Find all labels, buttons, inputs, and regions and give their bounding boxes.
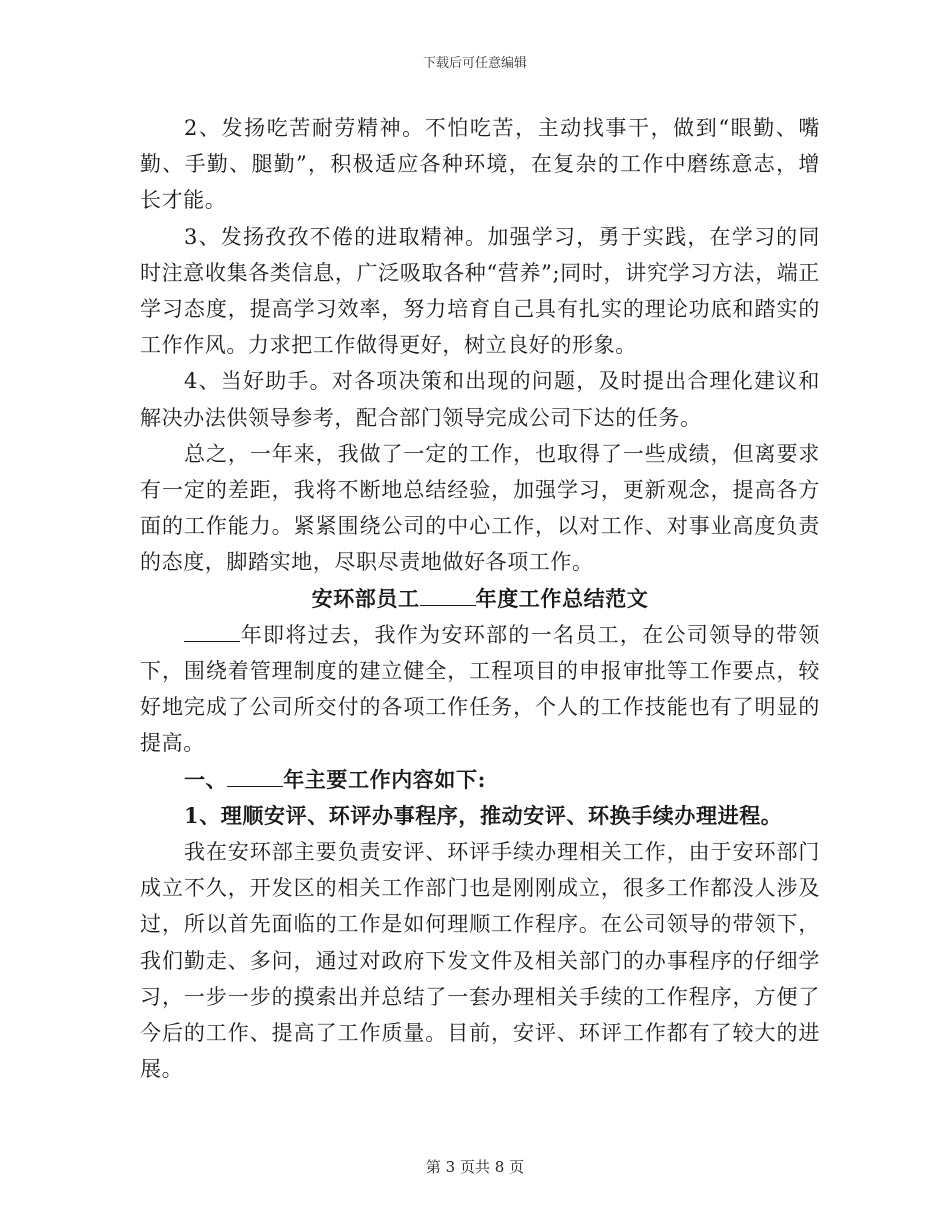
section-title [140, 581, 820, 617]
page-number: 第 3 页共 8 页 [425, 1158, 525, 1176]
paragraph-point-4: 4、当好助手。对各项决策和出现的问题，及时提出合理化建议和解决办法供领导参考，配合部门领导完成公司下达的任务。 [140, 369, 820, 430]
heading-main-work-text: 年主要工作内容如下: [283, 766, 486, 792]
document-body [140, 110, 820, 1087]
paragraph-point-2: 2、发扬吃苦耐劳精神。不怕吃苦，主动找事干，做到“眼勤、嘴勤、手勤、腿勤”，积极适应各种环境，在复杂的工作中磨练意志，增长才能。 [140, 116, 820, 213]
intro-blank [184, 621, 240, 642]
heading-main-work [140, 762, 820, 798]
paragraph-point-3: 3、发扬孜孜不倦的进取精神。加强学习，勇于实践，在学习的同时注意收集各类信息，广泛吸取各种“营养”;同时，讲究学习方法，端正学习态度，提高学习效率，努力培育自己具有扎实的理论功底和踏实的工作作风。力求把工作做得更好，树立良好的形象。 [140, 224, 820, 358]
title-blank [420, 585, 476, 606]
heading-main-work-prefix: 一、 [184, 766, 228, 792]
heading-item-1: 1、理顺安评、环评办事程序，推动安评、环换手续办理进程。 [184, 802, 783, 828]
intro-text: 年即将过去，我作为安环部的一名员工，在公司领导的带领下，围绕着管理制度的建立健全，工程项目的申报审批等工作要点，较好地完成了公司所交付的各项工作任务，个人的工作技能也有了明显的提高。 [140, 622, 820, 756]
paragraph-item-1-detail: 我在安环部主要负责安评、环评手续办理相关工作，由于安环部门成立不久，开发区的相关工作部门也是刚刚成立，很多工作都没人涉及过，所以首先面临的工作是如何理顺工作程序。在公司领导的带领下，我们勤走、多问，通过对政府下发文件及相关部门的办事程序的仔细学习，一步一步的摸索出并总结了一套办理相关手续的工作程序，方便了今后的工作、提高了工作质量。目前，安评、环评工作都有了较大的进展。 [140, 840, 820, 1082]
title-text-after: 年度工作总结范文 [475, 585, 649, 611]
title-text-before: 安环部员工 [311, 585, 420, 611]
heading-blank [227, 766, 283, 787]
paragraph-intro [140, 617, 820, 762]
paragraph-summary: 总之，一年来，我做了一定的工作，也取得了一些成绩，但离要求有一定的差距，我将不断地总结经验，加强学习，更新观念，提高各方面的工作能力。紧紧围绕公司的中心工作，以对工作、对事业高度负责的态度，脚踏实地，尽职尽责地做好各项工作。 [140, 441, 820, 575]
page-header-note: 下载后可任意编辑 [422, 56, 527, 71]
